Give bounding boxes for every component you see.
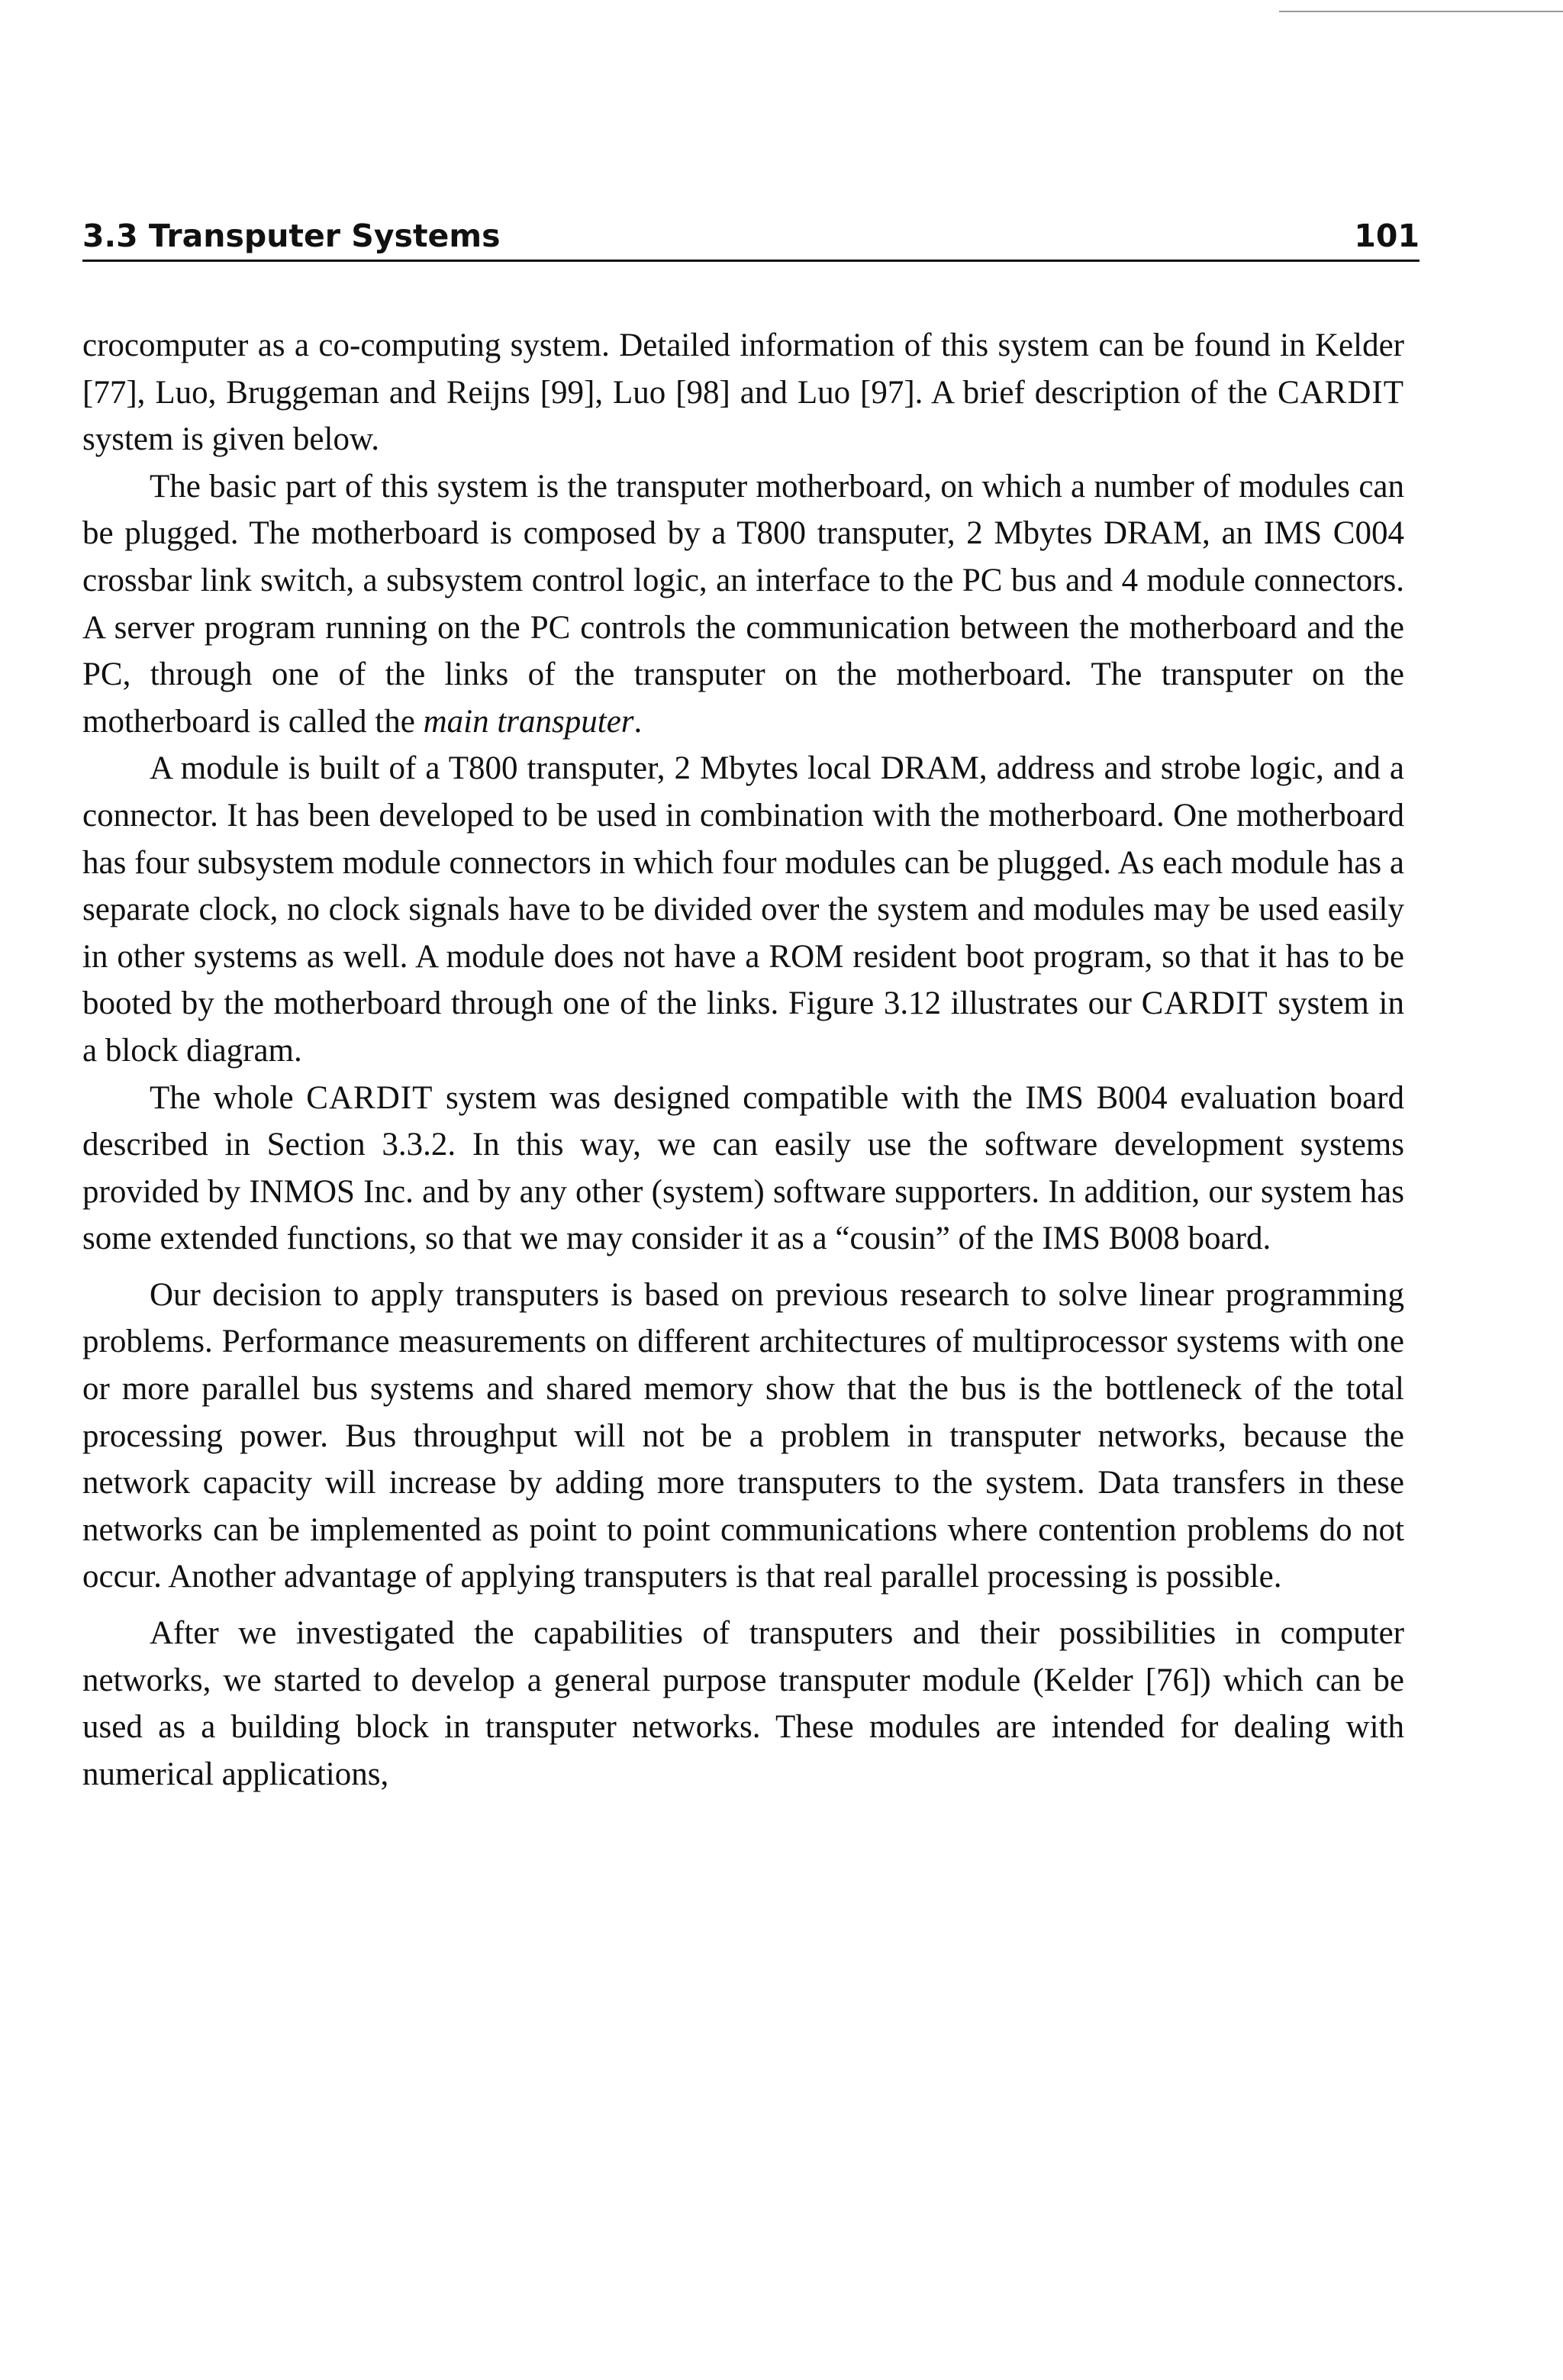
text-run: Our decision to apply transputers is based on previous research to solve linear programming problems. Performance measurements on different architectures of multiprocessor systems with one or more parallel bus systems and shared memory show that the bus is the bottleneck of the total processing power. Bus throughput will not be a problem in transputer networks, because the network capacity will increase by adding more transputers to the system. Data transfers in these networks can be implemented as point to point communications where contention problems do not occur. Another advantage of applying transputers is that real parallel processing is possible.: [82, 1276, 1404, 1595]
text-run: system is given below.: [82, 421, 379, 458]
text-run: crocomputer as a co-computing system. Detailed information of this system can be found in Kelder [77], Luo, Bruggeman and Reijns [99], Luo [98] and Luo [97]. A brief description of the: [82, 327, 1404, 411]
system-name: CARDIT: [1277, 374, 1404, 411]
text-run: A module is built of a T800 transputer, 2 Mbytes local DRAM, address and strobe logic, and a connector. It has been developed to be used in combination with the motherboard. One motherboard has four subsystem module connectors in which four modules can be plugged. As each module has a separate clock, no clock signals have to be divided over the system and modules may be used easily in other systems as well. A module does not have a ROM resident boot program, so that it has to be booted by the motherboard through one of the links. Figure 3.12 illustrates our: [82, 750, 1404, 1022]
section-title: 3.3 Transputer Systems: [82, 218, 501, 254]
text-run: After we investigated the capabilities of transputers and their possibilities in computer networks, we started to develop a general purpose transputer module (Kelder [76]) which can be used as a building block in transputer networks. These modules are intended for dealing with numerical applications,: [82, 1615, 1404, 1792]
paragraph: [82, 745, 1404, 1074]
text-run: system in a block diagram.: [82, 985, 1404, 1069]
text-run: .: [633, 703, 643, 740]
paragraph: [82, 1610, 1404, 1798]
text-run: The basic part of this system is the transputer motherboard, on which a number of modules can be plugged. The motherboard is composed by a T800 transputer, 2 Mbytes DRAM, an IMS C004 crossbar link switch, a subsystem control logic, an interface to the PC bus and 4 module connectors. A server program running on the PC controls the communication between the motherboard and the PC, through one of the links of the transputer on the motherboard. The transputer on the motherboard is called the: [82, 468, 1404, 740]
paragraph: [82, 322, 1404, 463]
paragraph: [82, 1075, 1404, 1263]
running-head: [82, 212, 1420, 262]
page-number: 101: [1354, 218, 1420, 254]
corner-rule: [1279, 11, 1563, 12]
emphasis: main transputer: [423, 703, 634, 740]
text-run: The whole: [150, 1079, 307, 1116]
paragraph: [82, 463, 1404, 746]
system-name: CARDIT: [1141, 985, 1268, 1022]
paragraph: [82, 1272, 1404, 1601]
text-run: system was designed compatible with the IMS B004 evaluation board described in Section 3.3.2. In this way, we can easily use the software development systems provided by INMOS Inc. and by any other (system) software supporters. In addition, our system has some extended functions, so that we may consider it as a “cousin” of the IMS B008 board.: [82, 1079, 1404, 1257]
body-text: [82, 322, 1404, 1798]
system-name: CARDIT: [306, 1079, 433, 1116]
